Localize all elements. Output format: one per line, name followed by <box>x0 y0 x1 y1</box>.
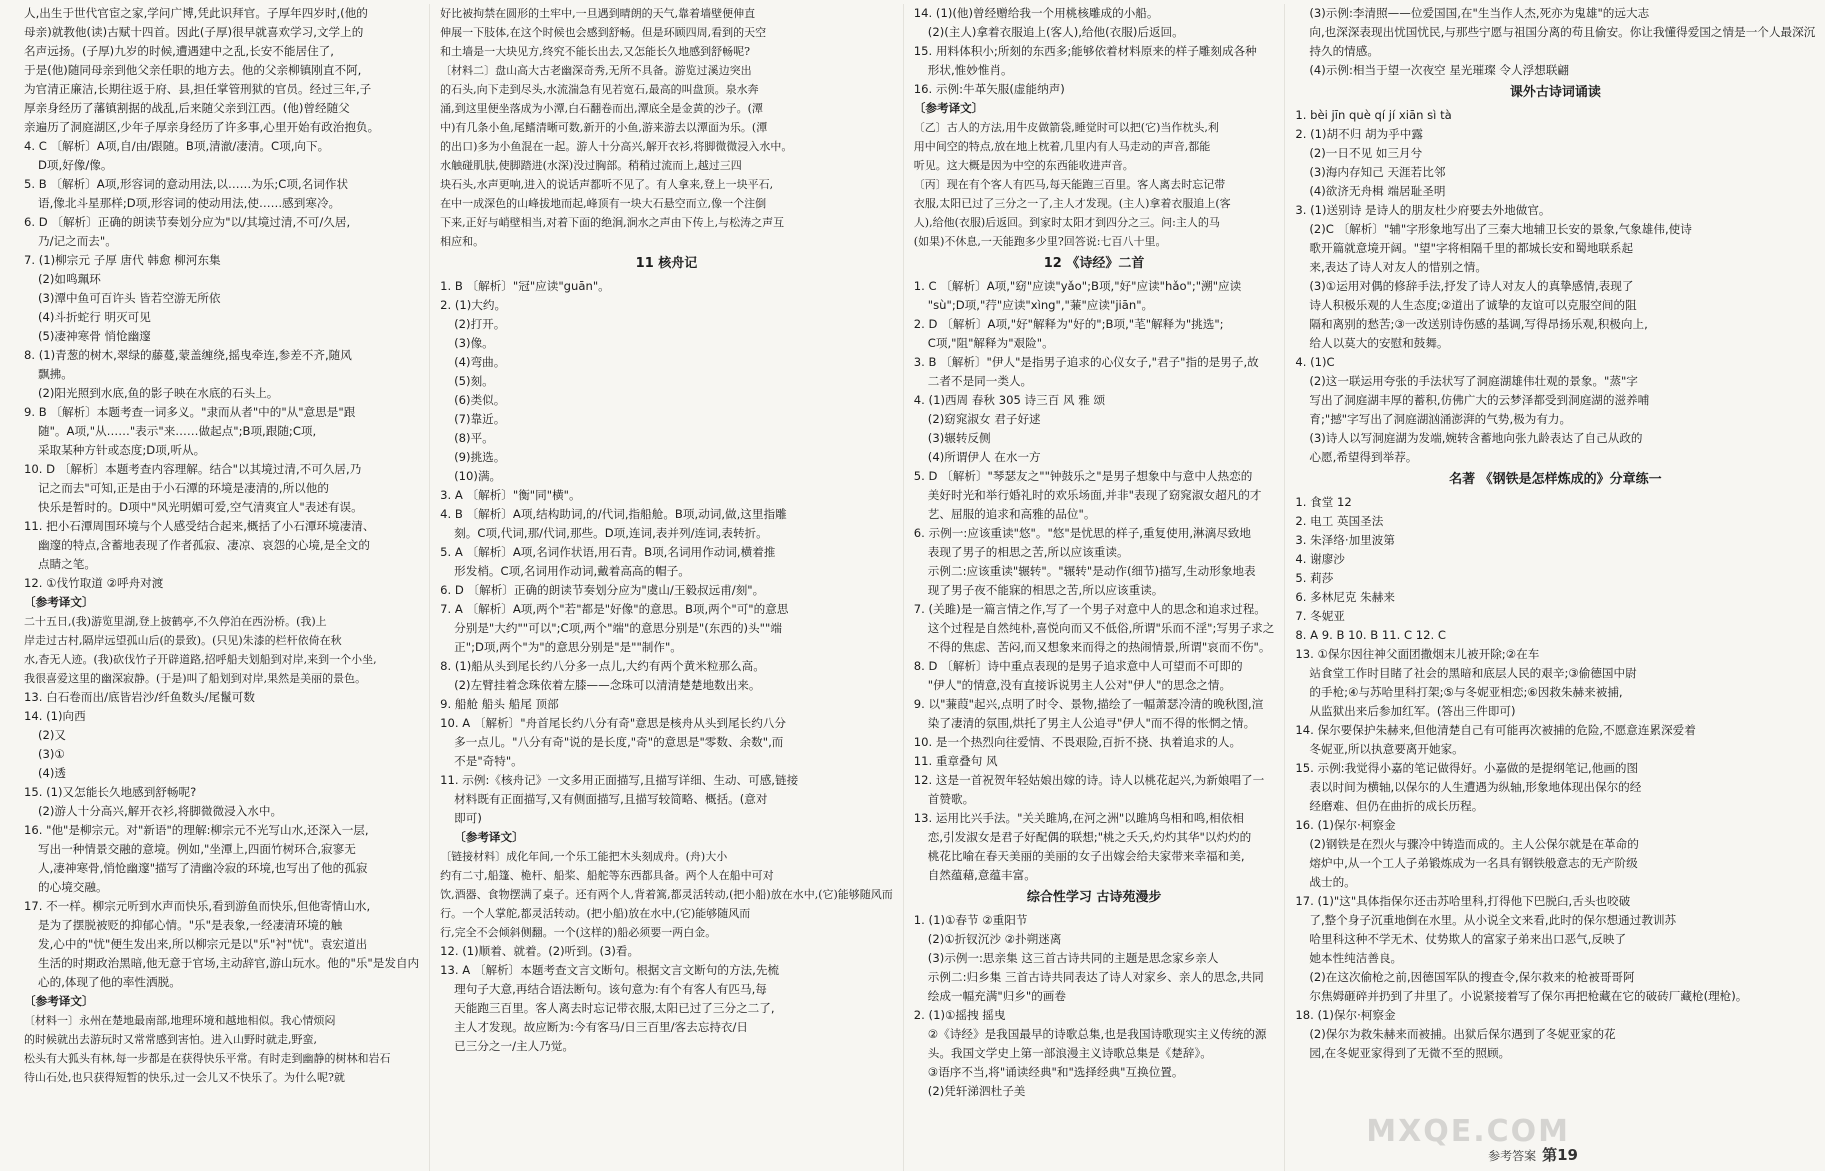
reference-translation-label: 〔参考译文〕 <box>24 595 94 609</box>
answer-line: 16. 示例:牛革矢服(虚能纳声) <box>913 82 1065 96</box>
answer-line: (9)挑选。 <box>454 450 506 464</box>
answer-line: (2)①折钗沉沙 ②扑朔迷离 <box>927 932 1062 946</box>
answer-line: 这个过程是自然纯朴,喜悦向而又不低俗,所谓"乐而不淫";写男子求之 <box>927 621 1275 635</box>
answer-line: (3)辗转反侧 <box>927 431 991 445</box>
answer-line: 飘拂。 <box>38 367 73 381</box>
answer-line: 乃/记之而去"。 <box>38 234 117 248</box>
answer-line: (2)(主人)拿着衣服追上(客人),给他(衣服)后返回。 <box>927 25 1184 39</box>
answer-line: 的手枪;④与苏哈里科打架;⑤与冬妮亚相恋;⑥因救朱赫来被捕, <box>1309 685 1623 699</box>
answer-line: 2. D 〔解析〕A项,"好"解释为"好的";B项,"芼"解释为"挑选"; <box>913 317 1224 331</box>
answer-line: 幽邃的特点,含蓄地表现了作者孤寂、凄凉、哀怨的心境,是全文的 <box>38 538 370 552</box>
answer-line: (2)又 <box>38 728 67 742</box>
answer-line: 4. C 〔解析〕A项,自/由/跟随。B项,清澈/凄清。C项,向下。 <box>24 139 330 153</box>
answer-line: 首赞歌。 <box>927 792 975 806</box>
answer-line: 2. (1)①摇拽 摇曳 <box>913 1008 1006 1022</box>
answer-line: 采取某种方针或态度;D项,听从。 <box>38 443 206 457</box>
answer-line: 6. D 〔解析〕正确的朗读节奏划分应为"虞山/王毅叔远甫/刻"。 <box>440 583 765 597</box>
answer-line: 站食堂工作时目睹了社会的黑暗和底层人民的艰辛;③偷德国中尉 <box>1309 666 1637 680</box>
translation-line: 饮,酒器、食物摆满了桌子。还有两个人,背着篙,都灵活转动,(把小船)放在水中,(它)能够随风而 <box>440 888 893 901</box>
answer-line: 隔和离别的愁苦;③一改送别诗伤感的基调,写得昂扬乐观,积极向上, <box>1309 317 1648 331</box>
translation-line: 中)有几条小鱼,尾鳍清晰可数,新开的小鱼,游来游去以潭面为乐。(潭 <box>440 121 768 134</box>
answer-line: 艺、屈服的追求和高雅的品位"。 <box>927 507 1096 521</box>
answer-line: 恋,引发淑女是君子好配偶的联想;"桃之夭夭,灼灼其华"以灼灼的 <box>927 830 1252 844</box>
answer-line: 15. 用料体积小;所刻的东西多;能够依着材料原来的样子雕刻成各种 <box>913 44 1257 58</box>
answer-line: 6. 示例一:应该重读"悠"。"悠"是忧思的样子,重复使用,淋漓尽致地 <box>913 526 1251 540</box>
answer-line: 来,表达了诗人对友人的惜别之情。 <box>1309 260 1487 274</box>
watermark: MXQE.COM <box>1366 1114 1570 1149</box>
answer-line: 心愿,希望得到举荐。 <box>1309 450 1418 464</box>
answer-line: 4. 谢廖沙 <box>1295 552 1345 566</box>
answer-line: 2. 电工 英国圣法 <box>1295 514 1384 528</box>
answer-line: 染了凄清的氛围,烘托了男主人公追寻"伊人"而不得的怅惘之情。 <box>927 716 1256 730</box>
translation-line: 相应和。 <box>440 235 485 248</box>
answer-line: 已三分之一/主人乃觉。 <box>454 1039 574 1053</box>
answer-line: (2)如鸣珮环 <box>38 272 101 286</box>
answer-line: 冬妮亚,所以执意要离开她家。 <box>1309 742 1464 756</box>
answer-line: 12. 这是一首祝贺年轻姑娘出嫁的诗。诗人以桃花起兴,为新娘唱了一 <box>913 773 1265 787</box>
answer-line: (4)透 <box>38 766 67 780</box>
page-number: 第19 <box>1542 1146 1578 1164</box>
translation-line: 用中间空的特点,放在地上枕着,几里内有人马走动的声音,都能 <box>913 140 1211 153</box>
answer-line: 于是(他)随同母亲到他父亲任职的地方去。他的父亲柳镇刚直不阿, <box>24 63 362 77</box>
answer-line: 11. 把小石潭周围环境与个人感受结合起来,概括了小石潭环境凄清、 <box>24 519 375 533</box>
answer-line: 16. "他"是柳宗元。对"新语"的理解:柳宗元不光写山水,还深入一层, <box>24 823 369 837</box>
answer-line: 7. (1)柳宗元 子厚 唐代 韩愈 柳河东集 <box>24 253 221 267</box>
answer-line: 表以时间为横轴,以保尔的人生遭遇为纵轴,形象地体现出保尔的经 <box>1309 780 1642 794</box>
answer-line: 经磨难、但仍在曲折的成长历程。 <box>1309 799 1484 813</box>
answer-line: (6)类似。 <box>454 393 506 407</box>
answer-line: "sù";D项,"荇"应读"xìng","蒹"应读"jiān"。 <box>927 298 1154 312</box>
translation-line: 衣服,太阳已过了三分之一了,主人才发现。(主人)拿着衣服追上(客 <box>913 197 1231 210</box>
answer-line: 理句子大意,再结合语法断句。该句意为:有个有客人有匹马,每 <box>454 982 767 996</box>
page-footer <box>1488 1144 1578 1165</box>
answer-line: 她本性纯洁善良。 <box>1309 951 1403 965</box>
answer-line: (5)凄神寒骨 悄怆幽邃 <box>38 329 151 343</box>
answer-line: 表现了男子的相思之苦,所以应该重读。 <box>927 545 1129 559</box>
answer-line: (4)斗折蛇行 明灭可见 <box>38 310 151 324</box>
answer-line: (2)C 〔解析〕"辅"字形象地写出了三秦大地辅卫长安的景象,气象雄伟,使诗 <box>1309 222 1692 236</box>
answer-line: (4)弯曲。 <box>454 355 506 369</box>
answer-line: 2. (1)大约。 <box>440 298 507 312</box>
translation-line: 岸走过古村,隔岸远望孤山后(的景致)。(只见)朱漆的栏杆依倚在秋 <box>24 634 342 647</box>
answer-line: 11. 示例:《核舟记》一文多用正面描写,且描写详细、生动、可感,链接 <box>440 773 799 787</box>
translation-line: 待山石处,也只获得短暂的快乐,过一会儿又不快乐了。为什么呢?就 <box>24 1071 345 1084</box>
answer-line: (3)示例一:思亲集 这三首古诗共同的主题是思念家乡亲人 <box>927 951 1219 965</box>
translation-line: 和土墙是一大块见方,终究不能长出去,又怎能长久地感到舒畅呢? <box>440 45 751 58</box>
answer-line: (3)示例:李清照——位爱国国,在"生当作人杰,死亦为鬼雄"的远大志 <box>1309 6 1650 20</box>
answer-line: 12. ①伐竹取道 ②呼舟对渡 <box>24 576 164 590</box>
answer-line: 桃花比喻在春天美丽的美丽的女子出嫁会给夫家带来幸福和美, <box>927 849 1245 863</box>
translation-line: 我很喜爱这里的幽深寂静。(于是)叫了船划到对岸,果然是美丽的景色。 <box>24 672 367 685</box>
answer-line: 1. (1)①春节 ②重阳节 <box>913 913 1028 927</box>
answer-line: 10. D 〔解析〕本题考查内容理解。结合"以其境过清,不可久居,乃 <box>24 462 362 476</box>
answer-line: (7)靠近。 <box>454 412 506 426</box>
translation-line: 〔链接材料〕成化年间,一个乐工能把木头刻成舟。(舟)大小 <box>440 850 728 863</box>
answer-line: 多一点儿。"八分有奇"说的是长度,"奇"的意思是"零数、余数",而 <box>454 735 784 749</box>
answer-line: D项,好像/像。 <box>38 158 113 172</box>
answer-line: 18. (1)保尔·柯察金 <box>1295 1008 1396 1022</box>
answer-line: 诗人积极乐观的人生态度;②道出了诚挚的友谊可以克服空间的阻 <box>1309 298 1637 312</box>
answer-line: (2)左臂挂着念珠依着左膝——念珠可以清清楚楚地数出来。 <box>454 678 761 692</box>
answer-line: 7. (关雎)是一篇言情之作,写了一个男子对意中人的思念和追求过程。 <box>913 602 1266 616</box>
answer-line: (10)满。 <box>454 469 502 483</box>
answer-line: 人,出生于世代官宦之家,学问广博,凭此识拜官。子厚年四岁时,(他的 <box>24 6 368 20</box>
translation-line: 二十五日,(我)游览里湖,登上披鹤亭,不久停泊在西汾桥。(我)上 <box>24 615 327 628</box>
translation-line: 的时候就出去游玩时又常常感到害怕。进入山野时就走,野蛮, <box>24 1033 317 1046</box>
column-1 <box>14 4 429 1171</box>
answer-line: 13. A 〔解析〕本题考查文言文断句。根据文言文断句的方法,先梳 <box>440 963 780 977</box>
answer-line: 形发梢。C项,名词用作动词,戴着高高的帽子。 <box>454 564 690 578</box>
translation-line: 水触碰肌肤,使脚踏进(水深)没过胸部。稍稍过流而上,越过三四 <box>440 159 742 172</box>
answer-line: 11. 重章叠句 风 <box>913 754 998 768</box>
answer-line: 是为了摆脱被贬的抑郁心情。"乐"是表象,一经凄清环境的触 <box>38 918 343 932</box>
answer-line: 14. (1)向西 <box>24 709 86 723</box>
answer-line: 10. 是一个热烈向往爱情、不畏艰险,百折不挠、执着追求的人。 <box>913 735 1242 749</box>
answer-line: 5. B 〔解析〕A项,形容词的意动用法,以……为乐;C项,名词作状 <box>24 177 349 191</box>
answer-line: 12. (1)顺着、就着。(2)听到。(3)看。 <box>440 944 640 958</box>
answer-line: 1. B 〔解析〕"冠"应读"guān"。 <box>440 279 610 293</box>
answer-line: 15. (1)又怎能长久地感到舒畅呢? <box>24 785 197 799</box>
answer-line: 8. (1)青葱的树木,翠绿的藤蔓,蒙盖缠绕,摇曳牵连,参差不齐,随风 <box>24 348 352 362</box>
answer-line: 向,也深深表现出忧国忧民,与那些宁愿与祖国分离的苟且偷安。你让我懂得爱国之情是一个人最深沉 <box>1309 25 1816 39</box>
answer-line: 园,在冬妮亚家得到了无微不至的照顾。 <box>1309 1046 1511 1060</box>
answer-line: 3. B 〔解析〕"伊人"是指男子追求的心仪女子,"君子"指的是男子,故 <box>913 355 1259 369</box>
answer-line: 17. (1)"这"具体指保尔还击苏哈里科,打得他下巴脱臼,舌头也咬破 <box>1295 894 1631 908</box>
answer-line: 从监狱出来后参加红军。(答出三件即可) <box>1309 704 1516 718</box>
answer-line: (2)钢铁是在烈火与骤冷中铸造而成的。主人公保尔就是在革命的 <box>1309 837 1639 851</box>
section-heading: 综合性学习 古诗苑漫步 <box>1026 890 1162 905</box>
answer-line: 5. A 〔解析〕A项,名词作状语,用石青。B项,名词用作动词,横着推 <box>440 545 776 559</box>
answer-line: 亲遍历了洞庭湖区,少年子厚亲身经历了许多事,心里开始有政治抱负。 <box>24 120 380 134</box>
answer-line: 7. A 〔解析〕A项,两个"若"都是"好像"的意思。B项,两个"可"的意思 <box>440 602 789 616</box>
answer-line: (3)① <box>38 747 65 761</box>
answer-line: (4)示例:相当于望一次夜空 星光璀璨 令人浮想联翩 <box>1309 63 1569 77</box>
answer-line: 不是"奇特"。 <box>454 754 523 768</box>
answer-line: 天能跑三百里。客人离去时忘记带衣服,太阳已过了三分之二了, <box>454 1001 775 1015</box>
answer-line: 7. 冬妮亚 <box>1295 609 1345 623</box>
answer-line: 记之而去"可知,正是由于小石潭的环境是凄清的,所以他的 <box>38 481 329 495</box>
answer-line: (8)平。 <box>454 431 494 445</box>
answer-line: 3. 朱泽络·加里波第 <box>1295 533 1395 547</box>
answer-line: 了,整个身子沉重地倒在水里。从小说全文来看,此时的保尔想通过教训苏 <box>1309 913 1677 927</box>
answer-line: 心的,体现了他的率性洒脱。 <box>38 975 181 989</box>
translation-line: 〔材料二〕盘山高大古老幽深奇秀,无所不具备。游览过溪边突出 <box>440 64 752 77</box>
answer-line: 4. (1)C <box>1295 355 1335 369</box>
answer-line: 8. (1)船从头到尾长约八分多一点儿,大约有两个黄米粒那么高。 <box>440 659 765 673</box>
translation-line: 行,完全不会倾斜侧翻。一个(这样的)船必须要一两白金。 <box>440 926 717 939</box>
section-heading: 11 核舟记 <box>635 256 698 271</box>
answer-line: 15. 示例:我觉得小嘉的笔记做得好。小嘉做的是提纲笔记,他画的图 <box>1295 761 1639 775</box>
answer-line: 14. 保尔要保护朱赫来,但他清楚自己有可能再次被捕的危险,不愿意连累深爱着 <box>1295 723 1696 737</box>
section-heading: 12 《诗经》二首 <box>1043 256 1145 271</box>
answer-line: 6. 多林尼克 朱赫来 <box>1295 590 1395 604</box>
footer-label: 参考答案 <box>1488 1149 1537 1163</box>
answer-line: 9. 船舱 船头 船尾 顶部 <box>440 697 559 711</box>
answer-line: 美好时光和举行婚礼时的欢乐场面,并非"表现了窈窕淑女超凡的才 <box>927 488 1262 502</box>
answer-line: (3)海内存知己 天涯若比邻 <box>1309 165 1446 179</box>
answer-line: 1. 食堂 12 <box>1295 495 1352 509</box>
translation-line: 涌,到这里便坐落成为小潭,白石翻卷而出,潭底全是金黄的沙子。(潭 <box>440 102 763 115</box>
answer-line: (2)凭轩涕泗杜子美 <box>927 1084 1026 1098</box>
translation-line: (如果)不休息,一天能跑多少里?回答说:七百八十里。 <box>913 235 1167 248</box>
translation-line: 好比被拘禁在圆形的土牢中,一旦遇到晴朗的天气,靠着墙壁便伸直 <box>440 7 756 20</box>
answer-line: 分别是"大约""可以";C项,两个"端"的意思分别是"(东西的)头""端 <box>454 621 782 635</box>
section-heading: 名著 《钢铁是怎样炼成的》分章练一 <box>1449 472 1662 487</box>
answer-line: 点睛之笔。 <box>38 557 96 571</box>
answer-line: 快乐是暂时的。D项中"风光明媚可爱,空气清爽宜人"表述有误。 <box>38 500 363 514</box>
column-2 <box>429 4 903 1171</box>
translation-line: 下来,正好与峭壁相当,对着下面的绝涧,涧水之声由下传上,与松涛之声互 <box>440 216 785 229</box>
answer-line: 不得的焦虑、苦闷,而又想象来而得之的热闹情景,所谓"哀而不伤"。 <box>927 640 1271 654</box>
answer-line: (2)阳光照到水底,鱼的影子映在水底的石头上。 <box>38 386 279 400</box>
answer-line: 2. (1)胡不归 胡为乎中露 <box>1295 127 1423 141</box>
answer-line: 写出一种情景交融的意境。例如,"坐潭上,四面竹树环合,寂寥无 <box>38 842 356 856</box>
answer-line: 厚亲身经历了藩镇割据的战乱,后来随父亲到江西。(他)曾经随父 <box>24 101 350 115</box>
answer-line: 现了男子夜不能寐的相思之苦,所以应该重读。 <box>927 583 1164 597</box>
answer-line: 14. (1)(他)曾经赠给我一个用桃核雕成的小船。 <box>913 6 1159 20</box>
answer-line: (2)在这次偷枪之前,因德国军队的搜查令,保尔救来的枪被哥哥阿 <box>1309 970 1635 984</box>
answer-line: "伊人"的情意,没有直接诉说男主人公对"伊人"的思念之情。 <box>927 678 1232 692</box>
answer-line: 10. A 〔解析〕"舟首尾长约八分有奇"意思是核舟从头到尾长约八分 <box>440 716 786 730</box>
answer-line: 示例二:应该重读"辗转"。"辗转"是动作(细节)描写,生动形象地表 <box>927 564 1256 578</box>
answer-line: 刻。C项,代词,那/代词,那些。D项,连词,表并列/连词,表转折。 <box>454 526 768 540</box>
answer-line: 17. 不一样。柳宗元听到水声而快乐,看到游鱼而快乐,但他寄情山水, <box>24 899 371 913</box>
answer-line: 1. C 〔解析〕A项,"窈"应读"yǎo";B项,"好"应读"hǎo";"溯"应读 <box>913 279 1242 293</box>
answer-line: 1. bèi jīn què qí jí xiān sì tà <box>1295 108 1452 122</box>
answer-line: 二者不是同一类人。 <box>927 374 1033 388</box>
answer-line: 给人以莫大的安慰和鼓舞。 <box>1309 336 1449 350</box>
answer-line: 16. (1)保尔·柯察金 <box>1295 818 1396 832</box>
answer-line: 战士的。 <box>1309 875 1356 889</box>
answer-line: 尔焦姆砸碎并扔到了井里了。小说紧接着写了保尔再把枪藏在它的破砖厂藏枪(理枪)。 <box>1309 989 1748 1003</box>
answer-line: 材料既有正面描写,又有侧面描写,且描写较简略、概括。(意对 <box>454 792 768 806</box>
answer-line: 8. A 9. B 10. B 11. C 12. C <box>1295 628 1447 642</box>
answer-line: (2)游人十分高兴,解开衣衫,将脚微微浸入水中。 <box>38 804 283 818</box>
answer-line: 持久的情感。 <box>1309 44 1379 58</box>
answer-line: 自然蕴藉,意蕴丰富。 <box>927 868 1036 882</box>
answer-line: (4)所谓伊人 在水一方 <box>927 450 1041 464</box>
reference-translation-label: 〔参考译文〕 <box>454 830 524 844</box>
column-4 <box>1284 4 1825 1171</box>
translation-line: 〔乙〕古人的方法,用牛皮做箭袋,睡觉时可以把(它)当作枕头,利 <box>913 121 1219 134</box>
answer-line: 语,像北斗星那样;D项,形容词的使动用法,使……感到寒冷。 <box>38 196 341 210</box>
answer-line: 5. 莉莎 <box>1295 571 1334 585</box>
translation-line: 〔材料一〕永州在楚地最南部,地理环境和越地相似。我心情烦闷 <box>24 1014 336 1027</box>
translation-line: 听见。这大概是因为中空的东西能收进声音。 <box>913 159 1134 172</box>
answer-line: (4)欲济无舟楫 端居耻圣明 <box>1309 184 1446 198</box>
answer-line: 名声远扬。(子厚)九岁的时候,遭遇建中之乱,长安不能居住了, <box>24 44 334 58</box>
section-heading: 课外古诗词诵读 <box>1509 85 1601 100</box>
answer-line: 正";D项,两个"为"的意思分别是"是""制作"。 <box>454 640 682 654</box>
answer-line: 绘成一幅充满"归乡"的画卷 <box>927 989 1066 1003</box>
reference-translation-label: 〔参考译文〕 <box>24 994 94 1008</box>
translation-line: 伸展一下肢体,在这个时候也会感到舒畅。但是环顾四周,看到的天空 <box>440 26 767 39</box>
answer-line: 形状,惟妙惟肖。 <box>927 63 1013 77</box>
answer-line: 熔炉中,从一个工人子弟锻炼成为一名具有钢铁般意志的无产阶级 <box>1309 856 1638 870</box>
answer-line: 即可) <box>454 811 482 825</box>
answer-line: 发,心中的"忧"便生发出来,所以柳宗元是以"乐"衬"忧"。袁宏道出 <box>38 937 368 951</box>
answer-line: 3. (1)送别诗 是诗人的朋友杜少府要去外地做官。 <box>1295 203 1551 217</box>
answer-line: 13. ①保尔因往神父面团撒烟末儿被开除;②在车 <box>1295 647 1540 661</box>
answer-line: 头。我国文学史上第一部浪漫主义诗歌总集是《楚辞》。 <box>927 1046 1212 1060</box>
translation-line: 人),给他(衣服)后返回。到家时太阳才到四分之三。问:主人的马 <box>913 216 1220 229</box>
answer-line: (3)诗人以写洞庭湖为发端,婉转含蓄地向张九龄表达了自己从政的 <box>1309 431 1643 445</box>
answer-line: 8. D 〔解析〕诗中重点表现的是男子追求意中人可望而不可即的 <box>913 659 1243 673</box>
answer-line: 13. 白石卷而出/底皆岩沙/纤鱼数头/尾鬣可数 <box>24 690 255 704</box>
answer-line: 3. A 〔解析〕"衡"同"横"。 <box>440 488 581 502</box>
answer-line: ②《诗经》是我国最早的诗歌总集,也是我国诗歌现实主义传统的源 <box>927 1027 1267 1041</box>
answer-line: 9. B 〔解析〕本题考查一词多义。"隶而从者"中的"从"意思是"跟 <box>24 405 356 419</box>
answer-line: 母亲)就教他(读)古赋十四首。因此(子厚)很早就喜欢学习,文学上的 <box>24 25 364 39</box>
translation-line: 水,杳无人迹。(我)砍伐竹子开辟道路,招呼船夫划船到对岸,来到一个小坐, <box>24 653 377 666</box>
answer-line: 为官清正廉洁,长期往返于府、县,担任掌管刑狱的官员。经过三年,子 <box>24 82 372 96</box>
answer-line: (2)一日不见 如三月兮 <box>1309 146 1423 160</box>
answer-line: (3)潭中鱼可百许头 皆若空游无所依 <box>38 291 221 305</box>
answer-line: C项,"阻"解释为"艰险"。 <box>927 336 1054 350</box>
answer-line: (2)打开。 <box>454 317 506 331</box>
translation-line: 在中一成深色的山峰拔地而起,峰顶有一块大石悬空而立,像一个注倒 <box>440 197 767 210</box>
reference-translation-label: 〔参考译文〕 <box>913 101 984 115</box>
answer-line: (3)①运用对偶的修辞手法,抒发了诗人对友人的真挚感情,表现了 <box>1309 279 1634 293</box>
answer-line: 随"。A项,"从……"表示"来……做起点";B项,跟随;C项, <box>38 424 317 438</box>
answer-line: (3)像。 <box>454 336 494 350</box>
answer-line: (5)刻。 <box>454 374 494 388</box>
answer-line: 人,凄神寒骨,悄怆幽邃"描写了清幽冷寂的环境,也写出了他的孤寂 <box>38 861 368 875</box>
translation-line: 行。一个人掌舵,都灵活转动。(把小船)放在水中,(它)能够随风而 <box>440 907 751 920</box>
answer-line: 写出了洞庭湖丰厚的蓄积,仿佛广大的云梦泽都受到洞庭湖的滋养哺 <box>1309 393 1650 407</box>
answer-line: 的心境交融。 <box>38 880 108 894</box>
answer-line: (2)保尔为救朱赫来而被捕。出狱后保尔遇到了冬妮亚家的花 <box>1309 1027 1616 1041</box>
translation-line: 松头有大狐头有林,每一步都是在获得快乐平常。有时走到幽静的树林和岩石 <box>24 1052 391 1065</box>
answer-line: ③语序不当,将"诵读经典"和"选择经典"互换位置。 <box>927 1065 1184 1079</box>
answer-line: 9. 以"蒹葭"起兴,点明了时令、景物,描绘了一幅萧瑟冷清的晚秋图,渲 <box>913 697 1264 711</box>
translation-line: 约有二寸,船篷、桅杆、船桨、船舵等东西都具备。两个人在船中可对 <box>440 869 774 882</box>
translation-line: 的石头,向下走到尽头,水流湍急有见若宽石,最高的叫盘顶。泉水奔 <box>440 83 759 96</box>
translation-line: 块石头,水声更响,进入的说话声都听不见了。有人拿来,登上一块平石, <box>440 178 774 191</box>
answer-line: 哈里科这种不学无术、仗势欺人的富家子弟来出口恶气,反映了 <box>1309 932 1627 946</box>
answer-line: (2)这一联运用夸张的手法状写了洞庭湖雄伟壮观的景象。"蒸"字 <box>1309 374 1638 388</box>
answer-line: 6. D 〔解析〕正确的朗读节奏划分应为"以/其境过清,不可/久居, <box>24 215 351 229</box>
answer-line: 5. D 〔解析〕"琴瑟友之""钟鼓乐之"是男子想象中与意中人热恋的 <box>913 469 1253 483</box>
answer-line: (2)窈窕淑女 君子好逑 <box>927 412 1041 426</box>
answer-line: 育;"撼"字写出了洞庭湖汹涌澎湃的气势,极为有力。 <box>1309 412 1572 426</box>
column-3 <box>903 4 1285 1171</box>
answer-line: 4. B 〔解析〕A项,结构助词,的/代词,指船舱。B项,动词,做,这里指雕 <box>440 507 787 521</box>
answer-line: 生活的时期政治黑暗,他无意于官场,主动辞官,游山玩水。他的"乐"是发自内 <box>38 956 420 970</box>
answer-line: 主人才发现。故应断为:今有客马/日三百里/客去忘持衣/日 <box>454 1020 749 1034</box>
translation-line: 〔丙〕现在有个客人有匹马,每天能跑三百里。客人离去时忘记带 <box>913 178 1226 191</box>
answer-line: 歌开篇就意境开阔。"望"字将相隔千里的都城长安和蜀地联系起 <box>1309 241 1634 255</box>
answer-line: 4. (1)西周 春秋 305 诗三百 风 雅 颂 <box>913 393 1106 407</box>
answer-line: 13. 运用比兴手法。"关关雎鸠,在河之洲"以雎鸠鸟相和鸣,相依相 <box>913 811 1244 825</box>
translation-line: 的出口)多为小鱼混在一起。游人十分高兴,解开衣衫,将脚微微浸入水中。 <box>440 140 793 153</box>
answer-line: 示例二:归乡集 三首古诗共同表达了诗人对家乡、亲人的思念,共同 <box>927 970 1264 984</box>
